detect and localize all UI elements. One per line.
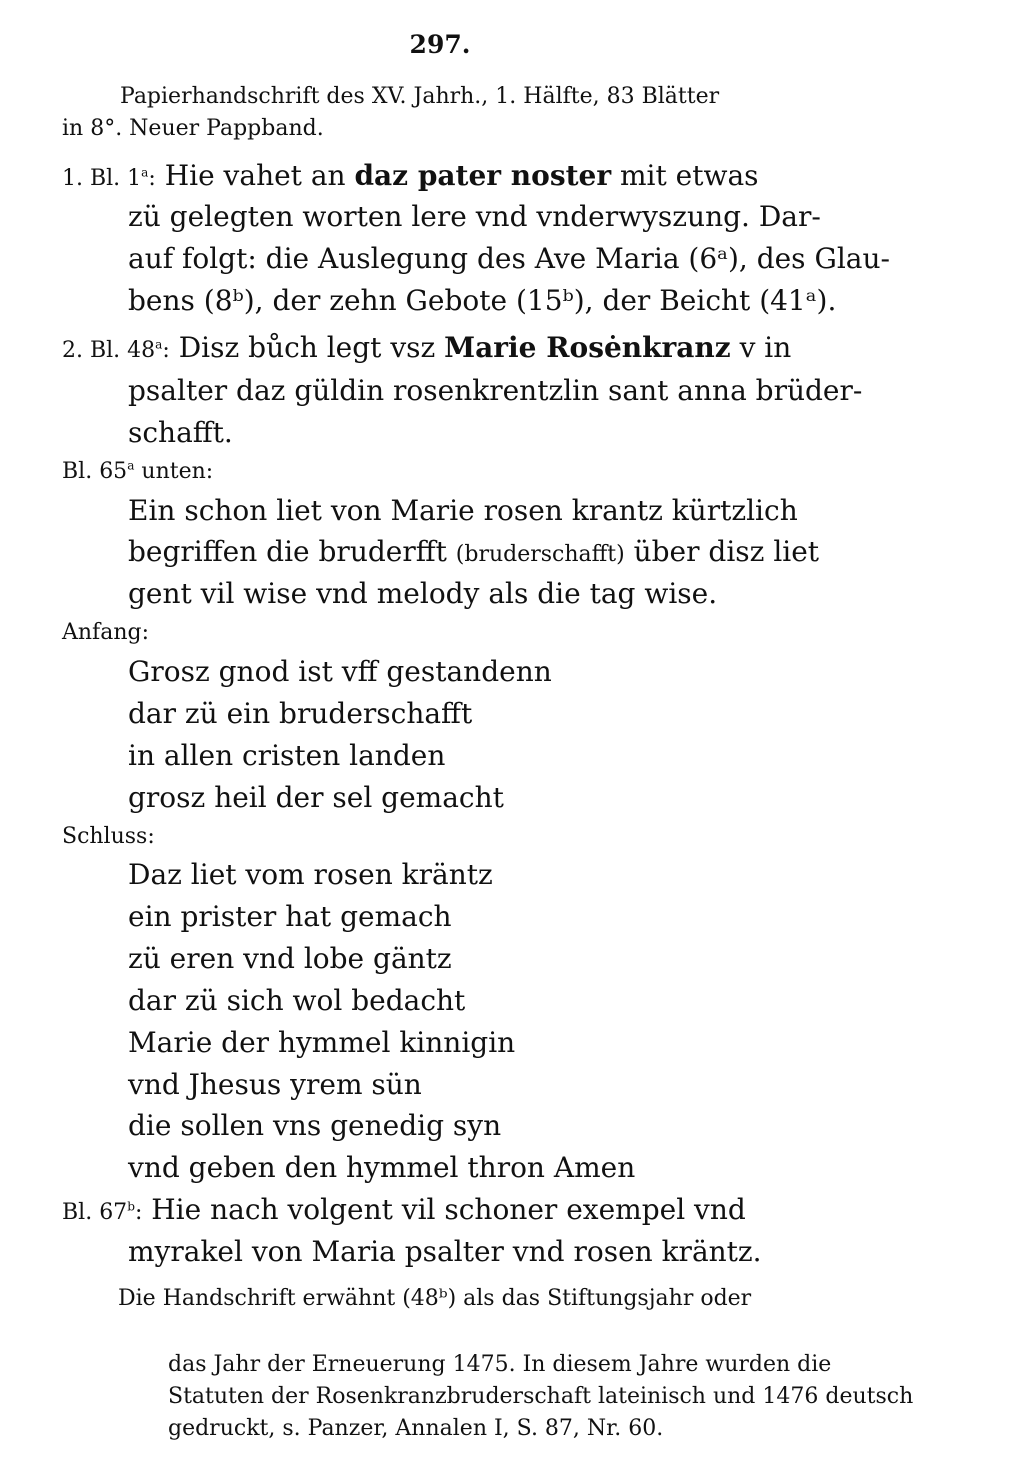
entry-1-title: daz pater noster <box>354 159 612 192</box>
bl67-line-2: myrakel von Maria psalter vnd rosen kräntz. <box>128 1235 762 1268</box>
schluss-verse: zü eren vnd lobe gäntz <box>128 942 452 975</box>
entry-2-line-3: schafft. <box>128 416 233 449</box>
footnote-line-3: gedruckt, s. Panzer, Annalen I, S. 87, Nr. 60. <box>168 1416 664 1441</box>
entry-2-first-line: 2. Bl. 48$^a$: Disz bůch legt vsz Marie Rosėnkranz v in <box>62 331 792 364</box>
schluss-verse: die sollen vns genedig syn <box>128 1109 502 1142</box>
anfang-label: Anfang: <box>62 620 149 645</box>
manuscript-format: in 8°. Neuer Pappband. <box>62 116 324 141</box>
entry-1-label: 1. Bl. 1$^a$: <box>62 165 156 191</box>
schluss-verse: vnd Jhesus yrem sün <box>128 1068 422 1101</box>
bl65-line-1: Ein schon liet von Marie rosen krantz kürtzlich <box>128 494 798 527</box>
entry-1-first-line: 1. Bl. 1$^a$: Hie vahet an daz pater noster mit etwas <box>62 159 759 192</box>
entry-2-line-2: psalter daz güldin rosenkrentzlin sant anna brüder- <box>128 374 863 407</box>
footnote-line-2: Statuten der Rosenkranzbruderschaft lateinisch und 1476 deutsch <box>168 1384 914 1409</box>
entry-1-line-4: bens (8ᵇ), der zehn Gebote (15ᵇ), der Beicht (41ᵃ). <box>128 284 837 317</box>
closing-sentence: Die Handschrift erwähnt (48ᵇ) als das Stiftungsjahr oder <box>118 1286 752 1311</box>
anfang-verse: grosz heil der sel gemacht <box>128 781 504 814</box>
bl65-line-2: begriffen die bruderfft (bruderschafft) über disz liet <box>128 535 820 568</box>
schluss-label: Schluss: <box>62 824 155 849</box>
schluss-verse: vnd geben den hymmel thron Amen <box>128 1151 636 1184</box>
bl65-line-3: gent vil wise vnd melody als die tag wise. <box>128 577 718 610</box>
page-number: 297. <box>409 30 471 59</box>
anfang-verse: in allen cristen landen <box>128 739 446 772</box>
schluss-verse: ein prister hat gemach <box>128 900 452 933</box>
footnote-line-1: das Jahr der Erneuerung 1475. In diesem Jahre wurden die <box>168 1352 832 1377</box>
entry-2-label: 2. Bl. 48$^a$: <box>62 337 170 363</box>
anfang-verse: dar zü ein bruderschafft <box>128 697 473 730</box>
entry-2-title: Marie Rosėnkranz <box>444 331 731 364</box>
anfang-verse: Grosz gnod ist vff gestandenn <box>128 655 552 688</box>
bl65-label: Bl. 65$^a$ unten: <box>62 458 214 484</box>
schluss-verse: Daz liet vom rosen kräntz <box>128 858 493 891</box>
manuscript-description: Papierhandschrift des XV. Jahrh., 1. Hälfte, 83 Blätter <box>120 84 720 109</box>
schluss-verse: Marie der hymmel kinnigin <box>128 1026 516 1059</box>
entry-1-line-3: auf folgt: die Auslegung des Ave Maria (6ᵃ), des Glau- <box>128 242 890 275</box>
schluss-verse: dar zü sich wol bedacht <box>128 984 466 1017</box>
entry-1-line-2: zü gelegten worten lere vnd vnderwyszung. Dar- <box>128 200 821 233</box>
bl67-label: Bl. 67$^b$: <box>62 1199 143 1225</box>
bl67-first-line: Bl. 67$^b$: Hie nach volgent vil schoner exempel vnd <box>62 1193 746 1226</box>
